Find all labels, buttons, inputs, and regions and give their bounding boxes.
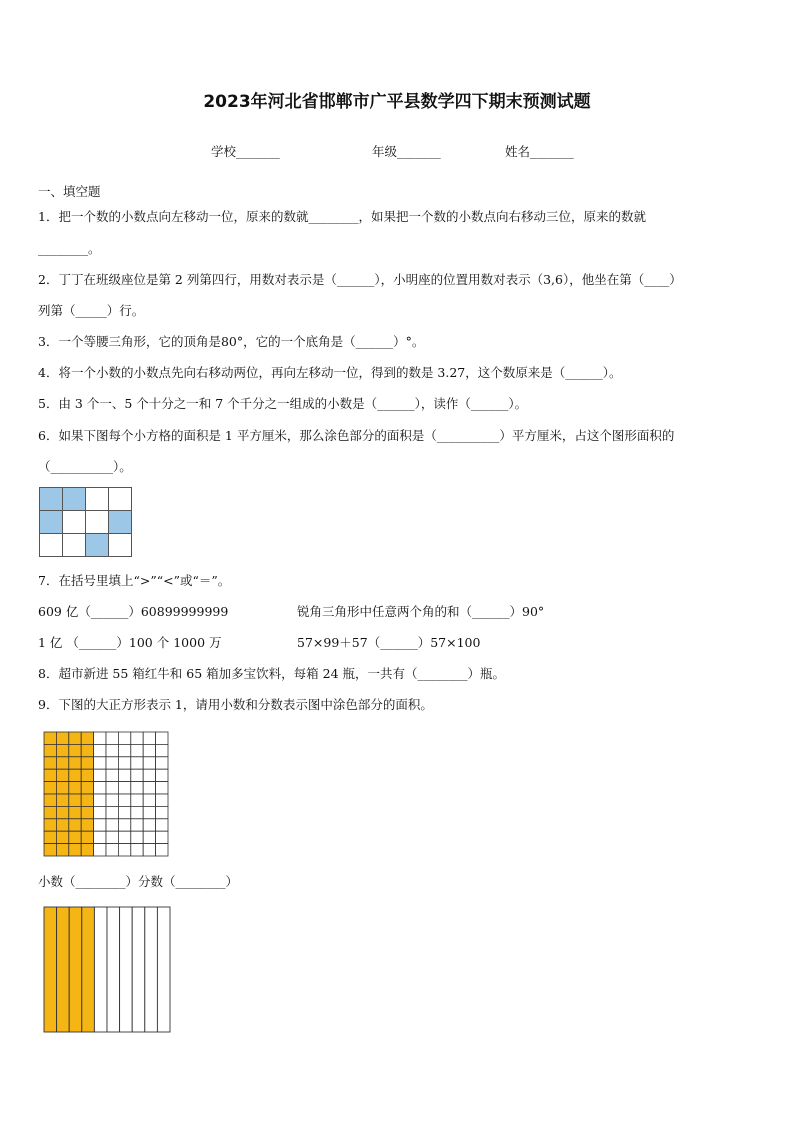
q9-prompt: 9．下图的大正方形表示 1，请用小数和分数表示图中涂色部分的面积。	[38, 697, 433, 712]
grid-cell	[156, 732, 168, 744]
grid-cell	[94, 819, 106, 831]
shaded-cell	[56, 732, 68, 744]
q6-line2: （__________）。	[38, 459, 132, 474]
strip	[120, 907, 133, 1032]
grid-cell	[118, 806, 130, 818]
grid-cell	[106, 806, 118, 818]
grid-cell	[118, 844, 130, 856]
grid-cell	[131, 744, 143, 756]
shaded-cell	[69, 806, 81, 818]
q7-row1-left: 609 亿（______）60899999999	[38, 604, 229, 619]
grid-cell	[131, 794, 143, 806]
shaded-cell	[69, 844, 81, 856]
grid-cell	[94, 831, 106, 843]
grid-cell	[40, 488, 63, 511]
grid-cell	[118, 744, 130, 756]
grid-cell	[106, 732, 118, 744]
name-field: 姓名_______	[505, 144, 574, 159]
grid-cell	[86, 511, 109, 534]
shaded-strip	[82, 907, 95, 1032]
grid-cell	[156, 782, 168, 794]
shaded-cell	[69, 794, 81, 806]
grid-cell	[143, 782, 155, 794]
shaded-cell	[56, 806, 68, 818]
grid-cell	[63, 534, 86, 557]
q8: 8．超市新进 55 箱红牛和 65 箱加多宝饮料，每箱 24 瓶，一共有（________）瓶。	[38, 666, 506, 681]
grid-cell	[143, 794, 155, 806]
grid-cell	[118, 757, 130, 769]
strip	[132, 907, 145, 1032]
q6-line1: 6．如果下图每个小方格的面积是 1 平方厘米，那么涂色部分的面积是（__________）平方厘米，占这个图形面积的	[38, 428, 675, 443]
strip	[107, 907, 120, 1032]
shaded-cell	[81, 819, 93, 831]
grid-cell	[143, 806, 155, 818]
grid-cell	[156, 819, 168, 831]
q2-line1: 2．丁丁在班级座位是第 2 列第四行，用数对表示是（______），小明座的位置用数对表示（3,6），他坐在第（____）	[38, 272, 682, 287]
q3: 3．一个等腰三角形，它的顶角是80°，它的一个底角是（______）°。	[38, 334, 425, 349]
q1-line2: ________。	[38, 241, 101, 256]
grid-cell	[156, 806, 168, 818]
grid-cell	[131, 806, 143, 818]
shaded-cell	[56, 819, 68, 831]
q2-line2: 列第（_____）行。	[38, 303, 145, 318]
shaded-strip	[44, 907, 57, 1032]
grid-cell	[106, 769, 118, 781]
grid-cell	[94, 769, 106, 781]
shaded-cell	[44, 732, 56, 744]
grid-cell	[63, 488, 86, 511]
shaded-cell	[81, 806, 93, 818]
grid-cell	[131, 782, 143, 794]
shaded-cell	[56, 831, 68, 843]
grid-cell	[143, 844, 155, 856]
shaded-cell	[69, 769, 81, 781]
grid-cell	[94, 757, 106, 769]
grid-cell	[156, 757, 168, 769]
shaded-cell	[69, 757, 81, 769]
shaded-cell	[44, 844, 56, 856]
grid-cell	[106, 744, 118, 756]
grid-cell	[94, 794, 106, 806]
q5: 5．由 3 个一、5 个十分之一和 7 个千分之一组成的小数是（______），读作（______）。	[38, 396, 528, 411]
grid-cell	[86, 534, 109, 557]
page-title: 2023年河北省邯郸市广平县数学四下期末预测试题	[203, 92, 591, 112]
grade-field: 年级_______	[372, 144, 441, 159]
grid-cell	[118, 732, 130, 744]
q4: 4．将一个小数的小数点先向右移动两位，再向左移动一位，得到的数是 3.27，这个数原来是（______）。	[38, 365, 622, 380]
grid-cell	[143, 831, 155, 843]
shaded-cell	[69, 744, 81, 756]
grid-cell	[143, 744, 155, 756]
shaded-cell	[81, 769, 93, 781]
shaded-cell	[69, 782, 81, 794]
grid-cell	[106, 757, 118, 769]
shaded-cell	[56, 769, 68, 781]
grid-cell	[156, 744, 168, 756]
grid-cell	[143, 732, 155, 744]
q7-row1-right: 锐角三角形中任意两个角的和（______）90°	[297, 604, 545, 619]
shaded-cell	[69, 831, 81, 843]
shaded-cell	[69, 732, 81, 744]
grid-cell	[86, 488, 109, 511]
grid-cell	[109, 511, 132, 534]
grid-cell	[118, 782, 130, 794]
grid-cell	[40, 511, 63, 534]
strip	[157, 907, 170, 1032]
grid-cell	[94, 806, 106, 818]
shaded-cell	[69, 819, 81, 831]
shaded-cell	[44, 819, 56, 831]
shaded-cell	[56, 844, 68, 856]
strip	[145, 907, 158, 1032]
section-heading: 一、填空题	[38, 184, 101, 199]
grid-cell	[156, 844, 168, 856]
shaded-cell	[44, 831, 56, 843]
shaded-cell	[81, 844, 93, 856]
shaded-cell	[44, 806, 56, 818]
grid-cell	[106, 844, 118, 856]
grid-cell	[156, 831, 168, 843]
q7-row2-left: 1 亿 （______）100 个 1000 万	[38, 635, 222, 650]
shaded-cell	[81, 732, 93, 744]
q6-area-grid	[39, 487, 132, 557]
grid-cell	[40, 534, 63, 557]
grid-cell	[131, 732, 143, 744]
q9-answer: 小数（________）分数（________）	[38, 874, 239, 889]
shaded-cell	[44, 769, 56, 781]
q7-row2-right: 57×99＋57（______）57×100	[297, 635, 481, 650]
shaded-cell	[81, 831, 93, 843]
shaded-cell	[44, 757, 56, 769]
grid-cell	[118, 819, 130, 831]
grid-cell	[131, 844, 143, 856]
grid-cell	[131, 819, 143, 831]
shaded-cell	[44, 744, 56, 756]
shaded-cell	[81, 757, 93, 769]
shaded-cell	[81, 794, 93, 806]
shaded-strip	[57, 907, 70, 1032]
grid-cell	[106, 794, 118, 806]
grid-cell	[143, 757, 155, 769]
shaded-cell	[56, 794, 68, 806]
grid-cell	[94, 732, 106, 744]
q7-prompt: 7．在括号里填上“>”“<”或“＝”。	[38, 573, 231, 588]
hundred-square-grid	[43, 731, 169, 857]
grid-cell	[118, 769, 130, 781]
grid-cell	[94, 782, 106, 794]
grid-cell	[118, 794, 130, 806]
q1-line1: 1．把一个数的小数点向左移动一位，原来的数就________，如果把一个数的小数点向右移动三位，原来的数就	[38, 209, 646, 224]
grid-cell	[63, 511, 86, 534]
grid-cell	[109, 488, 132, 511]
shaded-cell	[56, 744, 68, 756]
grid-cell	[156, 794, 168, 806]
grid-cell	[131, 831, 143, 843]
grid-cell	[106, 819, 118, 831]
grid-cell	[94, 744, 106, 756]
tenths-strip-diagram	[43, 906, 173, 1034]
school-field: 学校_______	[211, 144, 280, 159]
shaded-cell	[81, 782, 93, 794]
grid-cell	[143, 819, 155, 831]
grid-cell	[106, 831, 118, 843]
shaded-strip	[69, 907, 82, 1032]
grid-cell	[106, 782, 118, 794]
strip	[94, 907, 107, 1032]
grid-cell	[118, 831, 130, 843]
shaded-cell	[44, 782, 56, 794]
grid-cell	[109, 534, 132, 557]
grid-cell	[156, 769, 168, 781]
shaded-cell	[44, 794, 56, 806]
grid-cell	[131, 769, 143, 781]
shaded-cell	[56, 782, 68, 794]
grid-cell	[94, 844, 106, 856]
grid-cell	[131, 757, 143, 769]
grid-cell	[143, 769, 155, 781]
shaded-cell	[81, 744, 93, 756]
shaded-cell	[56, 757, 68, 769]
